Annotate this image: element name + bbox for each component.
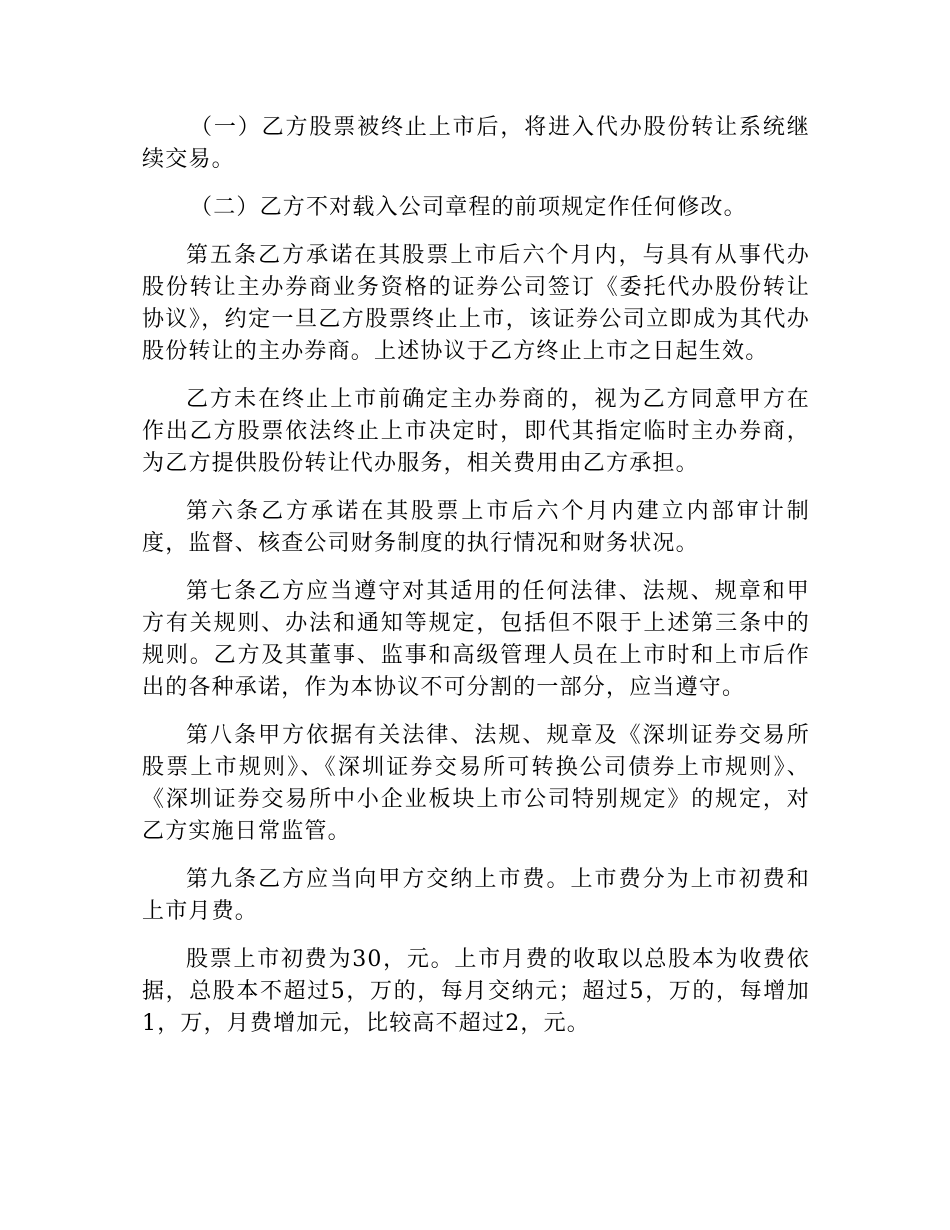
paragraph-clause-1: （一）乙方股票被终止上市后，将进入代办股份转让系统继续交易。 bbox=[142, 115, 810, 172]
paragraph-clause-2: （二）乙方不对载入公司章程的前项规定作任何修改。 bbox=[190, 195, 747, 220]
paragraph-article-7: 第七条乙方应当遵守对其适用的任何法律、法规、规章和甲方有关规则、办法和通知等规定，包括但不限于上述第三条中的规则。乙方及其董事、监事和高级管理人员在上市时和上市后作出的各种承诺，作为本协议不可分割的一部分，应当遵守。 bbox=[142, 579, 810, 700]
document-body bbox=[142, 112, 810, 1056]
paragraph-article-6: 第六条乙方承诺在其股票上市后六个月内建立内部审计制度，监督、核查公司财务制度的执行情况和财务状况。 bbox=[142, 499, 810, 556]
paragraph-article-9: 第九条乙方应当向甲方交纳上市费。上市费分为上市初费和上市月费。 bbox=[142, 867, 810, 924]
paragraph-article-5: 第五条乙方承诺在其股票上市后六个月内，与具有从事代办股份转让主办券商业务资格的证券公司签订《委托代办股份转让协议》，约定一旦乙方股票终止上市，该证券公司立即成为其代办股份转让的主办券商。上述协议于乙方终止上市之日起生效。 bbox=[142, 243, 810, 364]
paragraph-article-8: 第八条甲方依据有关法律、法规、规章及《深圳证券交易所股票上市规则》、《深圳证券交易所可转换公司债券上市规则》、《深圳证券交易所中小企业板块上市公司特别规定》的规定，对乙方实施日常监管。 bbox=[142, 723, 810, 844]
paragraph-listing-fees: 股票上市初费为30，元。上市月费的收取以总股本为收费依据，总股本不超过5，万的，每月交纳元；超过5，万的，每增加1，万，月费增加元，比较高不超过2，元。 bbox=[142, 947, 810, 1036]
paragraph-article-5-supplement: 乙方未在终止上市前确定主办券商的，视为乙方同意甲方在作出乙方股票依法终止上市决定时，即代其指定临时主办券商，为乙方提供股份转让代办服务，相关费用由乙方承担。 bbox=[142, 387, 810, 476]
